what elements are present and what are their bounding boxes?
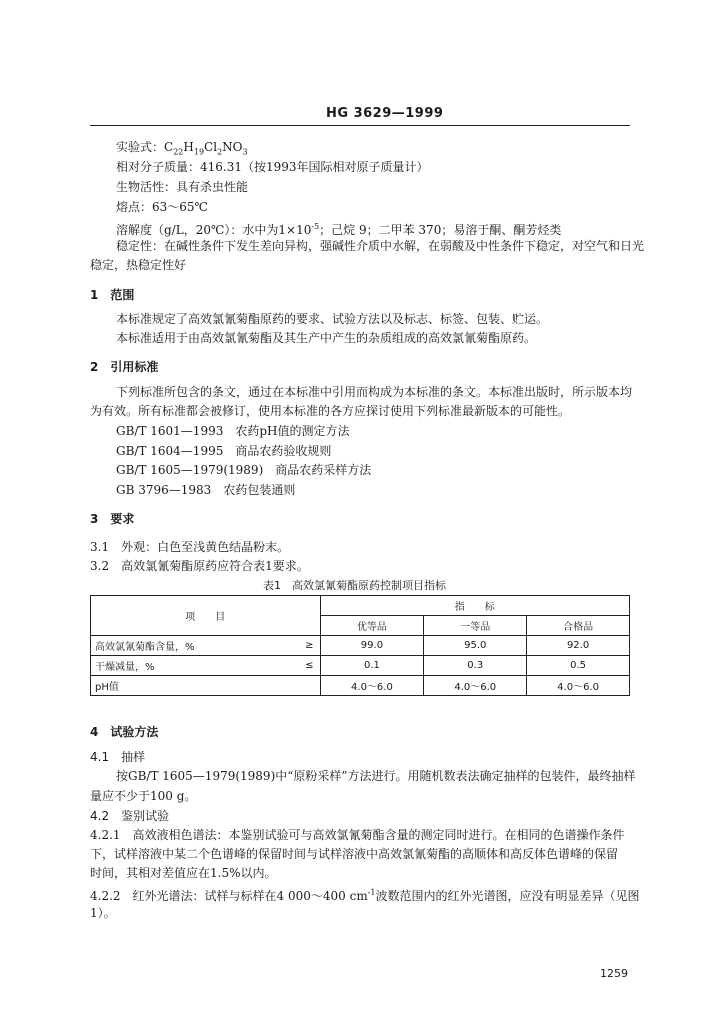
section-1-para-2: 本标准适用于由高效氯氰菊酯及其生产中产生的杂质组成的高效氯氰菊酯原药。: [116, 331, 537, 345]
cell-value: 4.0～6.0: [527, 676, 630, 696]
formula-line: [116, 139, 248, 160]
chemical-formula: $C_{22}H_{19}Cl_2NO_3$: [164, 140, 248, 157]
row-label: 高效氯氰菊酯含量，%: [91, 636, 261, 656]
subsection-4-2-1-para-1: 4.2.1 高效液相色谱法：本鉴别试验可与高效氯氰菊酯含量的测定同时进行。在相同的色谱操作条件: [90, 828, 625, 842]
grade-header: 优等品: [320, 616, 424, 636]
reference-item: GB/T 1605—1979(1989) 商品农药采样方法: [116, 463, 372, 477]
item-3-2: 3.2 高效氯氰菊酯原药应符合表1要求。: [90, 559, 309, 573]
page-number: 1259: [600, 967, 628, 980]
item-3-1: 3.1 外观：白色至浅黄色结晶粉末。: [90, 540, 290, 554]
section-2-para-2: 为有效。所有标准都会被修订，使用本标准的各方应探讨使用下列标准最新版本的可能性。: [90, 404, 571, 418]
row-symbol: [260, 676, 320, 696]
row-label: 干燥减量，%: [91, 656, 261, 676]
subsection-4-2-2-para-1: 4.2.2 红外光谱法：试样与标样在4 000～400 $cm^{-1}$波数范围内的红外光谱图，应没有明显差异（见图: [90, 888, 640, 903]
cell-value: 4.0～6.0: [424, 676, 527, 696]
section-3-heading: 3 要求: [90, 512, 135, 526]
subsection-4-1-para-2: 量应不少于100 g。: [90, 789, 197, 803]
stability-line-2: 稳定，热稳定性好: [90, 258, 187, 272]
table-header-row: [91, 596, 630, 616]
subsection-4-1-heading: 4.1 抽样: [90, 750, 146, 764]
table-caption: 表1 高效氯氰菊酯原药控制项目指标: [263, 579, 446, 592]
reference-item: GB/T 1604—1995 商品农药验收规则: [116, 444, 332, 458]
table-row: [91, 676, 630, 696]
subsection-4-2-1-para-2: 下，试样溶液中某二个色谱峰的保留时间与试样溶液中高效氯氰菊酯的高顺体和高反体色谱峰的保留: [90, 847, 619, 861]
subsection-4-2-2-para-2: 1）。: [90, 906, 116, 920]
grade-header: 合格品: [527, 616, 630, 636]
cell-value: 92.0: [527, 636, 630, 656]
solubility: 溶解度（g/L，20℃）：水中为$1\times 10^{-5}$；己烷 9；二甲苯 370；易溶于酮、酮芳烃类: [116, 222, 562, 237]
table-row: [91, 636, 630, 656]
header-index: 指 标: [320, 596, 629, 616]
molecular-weight: 相对分子质量：416.31（按1993年国际相对原子质量计）: [116, 160, 429, 174]
cell-value: 0.1: [320, 656, 424, 676]
subsection-4-2-heading: 4.2 鉴别试验: [90, 809, 170, 823]
melting-point: 熔点：63～65℃: [116, 200, 208, 214]
section-1-heading: 1 范围: [90, 288, 135, 302]
document-code: HG 3629—1999: [326, 106, 444, 121]
stability-line-1: 稳定性：在碱性条件下发生差向异构，强碱性介质中水解，在弱酸及中性条件下稳定，对空气和日光: [116, 239, 645, 253]
bio-activity: 生物活性：具有杀虫性能: [116, 180, 249, 194]
grade-header: 一等品: [424, 616, 527, 636]
section-1-para-1: 本标准规定了高效氯氰菊酯原药的要求、试验方法以及标志、标签、包装、贮运。: [116, 312, 549, 326]
row-label: pH值: [91, 676, 261, 696]
section-2-para-1: 下列标准所包含的条文，通过在本标准中引用而构成为本标准的条文。本标准出版时，所示版本均: [116, 385, 633, 399]
cell-value: 4.0～6.0: [320, 676, 424, 696]
reference-item: GB 3796—1983 农药包装通则: [116, 483, 296, 497]
section-4-heading: 4 试验方法: [90, 725, 159, 739]
row-symbol: ≥: [260, 636, 320, 656]
header-rule: [90, 125, 630, 126]
header-item: 项 目: [91, 596, 321, 636]
table-row: [91, 656, 630, 676]
cell-value: 0.3: [424, 656, 527, 676]
subsection-4-1-para-1: 按GB/T 1605—1979(1989)中“原粉采样”方法进行。用随机数表法确定抽样的包装件，最终抽样: [116, 769, 636, 783]
cell-value: 95.0: [424, 636, 527, 656]
cell-value: 99.0: [320, 636, 424, 656]
section-2-heading: 2 引用标准: [90, 360, 159, 374]
cell-value: 0.5: [527, 656, 630, 676]
subsection-4-2-1-para-3: 时间，其相对差值应在1.5%以内。: [90, 866, 277, 880]
reference-item: GB/T 1601—1993 农药pH值的测定方法: [116, 424, 350, 438]
row-symbol: ≤: [260, 656, 320, 676]
formula-label: 实验式：: [116, 140, 165, 154]
spec-table: [90, 595, 630, 696]
